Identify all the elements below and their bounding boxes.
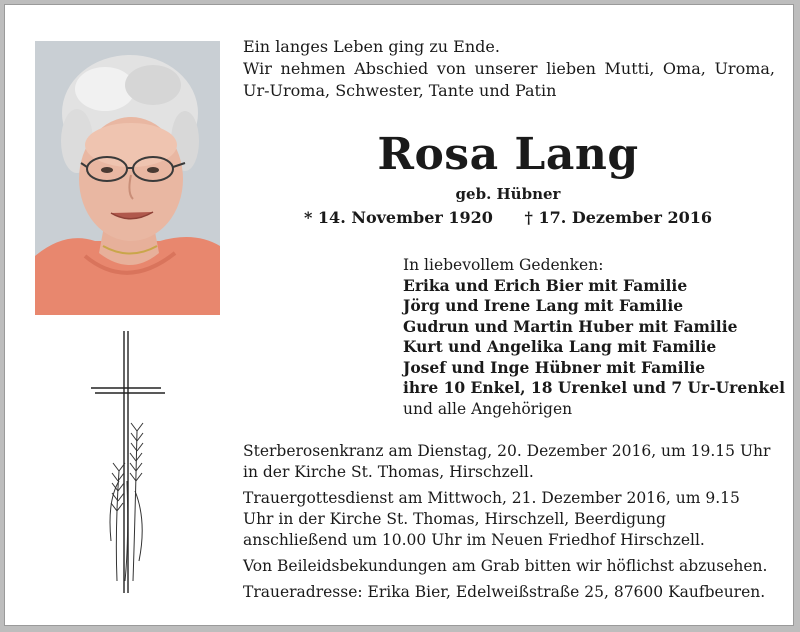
- cross-with-wheat-ornament: [89, 331, 169, 593]
- intro-text: [243, 36, 775, 102]
- deceased-name: Rosa Lang: [377, 129, 639, 180]
- maiden-name: geb. Hübner: [455, 185, 561, 203]
- mourner-entry: ihre 10 Enkel, 18 Urenkel und 7 Ur-Urenkel: [403, 378, 785, 397]
- obituary-card: [4, 4, 794, 626]
- mourners-lead: In liebevollem Gedenken:: [403, 256, 604, 274]
- intro-line-2: Wir nehmen Abschied von unserer lieben Mutti, Oma, Uroma, Ur-Uroma, Schwester, Tante und Patin: [243, 59, 775, 100]
- mourner-entry: Jörg und Irene Lang mit Familie: [403, 296, 684, 315]
- mourners-list: [403, 255, 785, 419]
- intro-line-1: Ein langes Leben ging zu Ende.: [243, 37, 500, 56]
- rosary-notice: Sterberosenkranz am Dienstag, 20. Dezember 2016, um 19.15 Uhr in der Kirche St. Thomas, Hirschzell.: [243, 442, 771, 481]
- mourner-entry: Gudrun und Martin Huber mit Familie: [403, 316, 738, 336]
- mourners-tail: und alle Angehörigen: [403, 399, 573, 418]
- birth-date: * 14. November 1920: [303, 208, 493, 227]
- mourner-entry: Josef und Inge Hübner mit Familie: [403, 357, 706, 377]
- portrait-photo: [35, 41, 220, 315]
- funeral-notices: [243, 441, 775, 608]
- mourner-entry: Erika und Erich Bier mit Familie: [403, 275, 688, 295]
- wheat-icon: [110, 423, 143, 581]
- death-date: † 17. Dezember 2016: [524, 208, 713, 227]
- mourning-address: Traueradresse: Erika Bier, Edelweißstraße 25, 87600 Kaufbeuren.: [243, 583, 766, 601]
- service-notice: Trauergottesdienst am Mittwoch, 21. Dezember 2016, um 9.15 Uhr in der Kirche St. Thomas, Hirschzell, Beerdigung anschließend um 10.00 Uhr im Neuen Friedhof Hirschzell.: [243, 489, 740, 549]
- life-dates: [243, 208, 773, 227]
- portrait-image: [35, 41, 220, 315]
- condolence-notice: Von Beileidsbekundungen am Grab bitten wir höflichst abzusehen.: [243, 557, 768, 575]
- mourner-entry: Kurt und Angelika Lang mit Familie: [403, 337, 717, 356]
- cross-icon: [89, 331, 169, 593]
